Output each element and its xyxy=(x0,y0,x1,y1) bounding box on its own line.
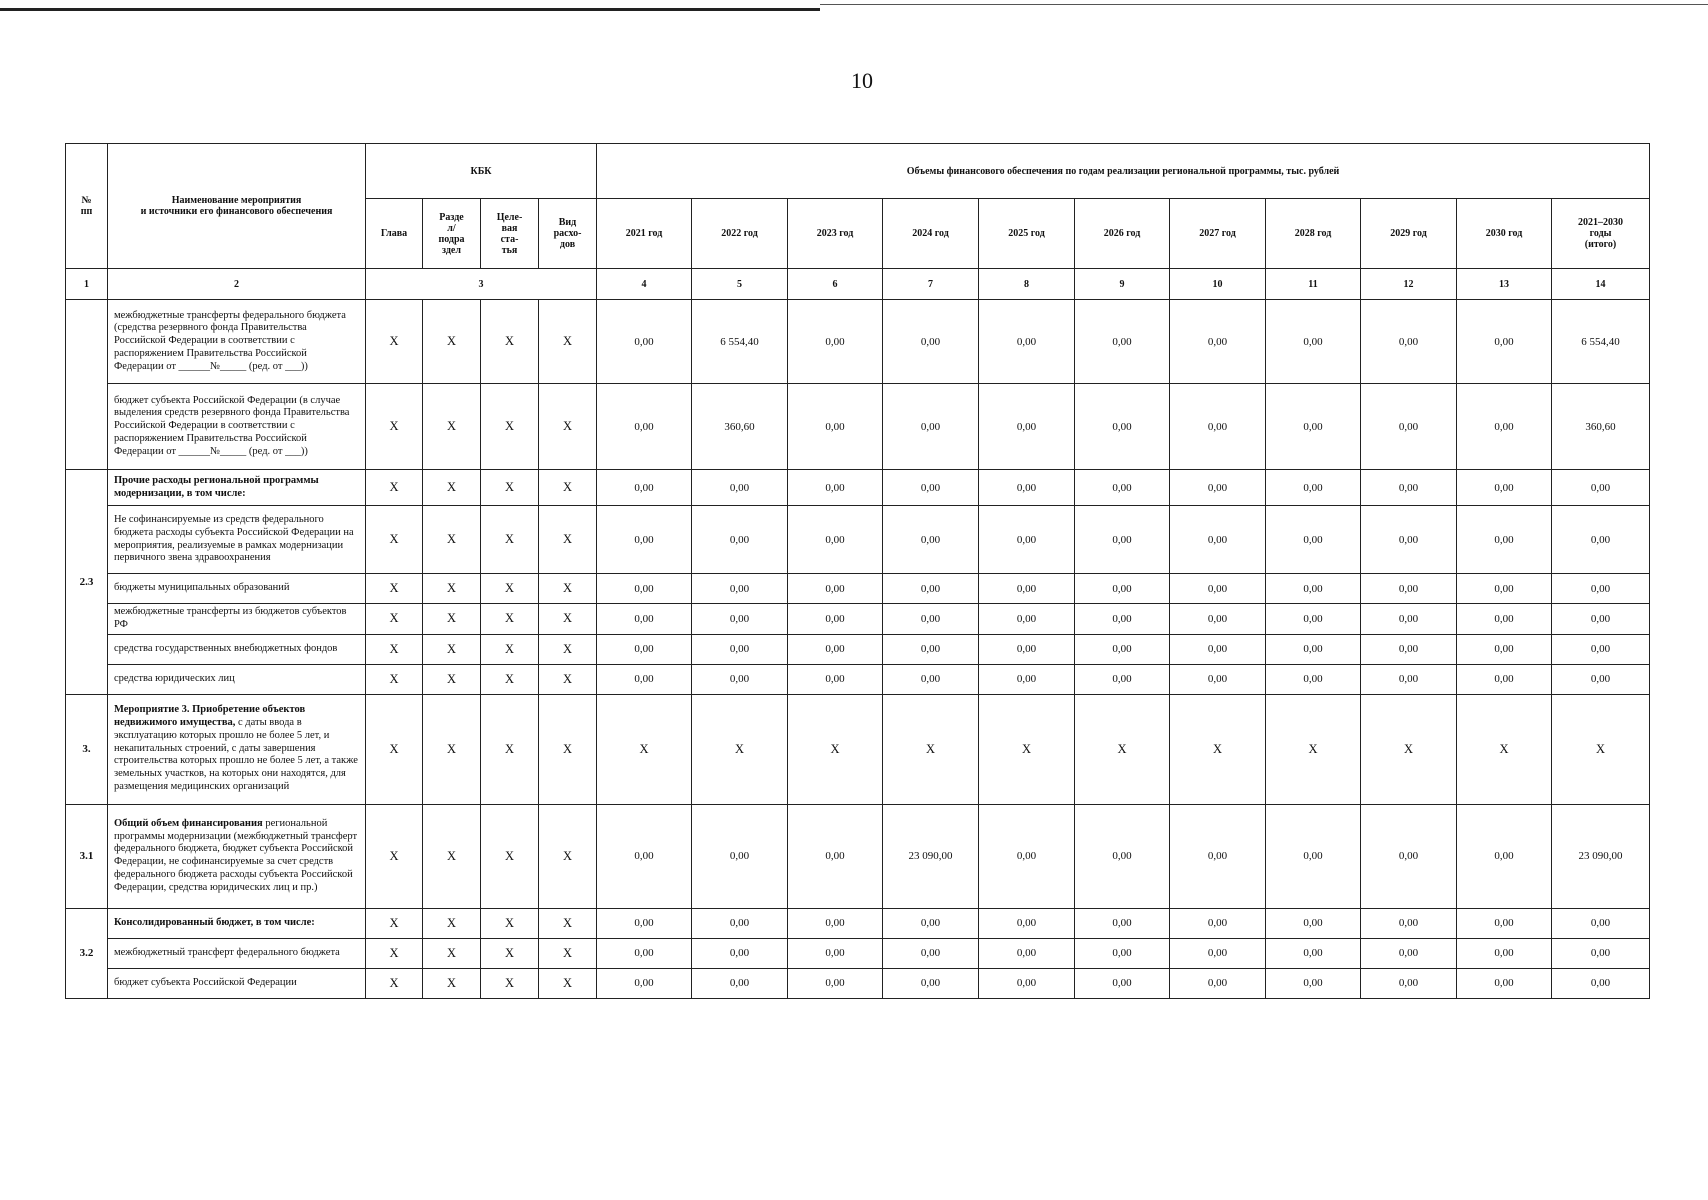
col-number: 2 xyxy=(108,269,366,300)
kbk-cell: X xyxy=(539,694,597,804)
kbk-cell: X xyxy=(481,908,539,938)
value-cell: 0,00 xyxy=(979,908,1075,938)
table-row xyxy=(66,634,1650,664)
value-cell: 0,00 xyxy=(1266,384,1361,470)
value-cell: 0,00 xyxy=(979,804,1075,908)
value-cell: 0,00 xyxy=(788,908,883,938)
value-cell: 0,00 xyxy=(1457,664,1552,694)
value-cell: 0,00 xyxy=(1170,604,1266,635)
value-cell: 0,00 xyxy=(788,384,883,470)
kbk-header: КБК xyxy=(366,144,597,199)
value-cell: X xyxy=(1075,694,1170,804)
kbk-cell: X xyxy=(423,506,481,574)
top-rule-thin xyxy=(820,4,1708,5)
kbk-col-header: Целе- вая ста- тья xyxy=(481,199,539,269)
row-name: межбюджетные трансферты федерального бюджета (средства резервного фонда Правительства Российской Федерации в соответствии с распоряжением Правительства Российской Федерации от ______№_____ (ред. от ___)) xyxy=(108,300,366,384)
kbk-cell: X xyxy=(366,604,423,635)
value-cell: 0,00 xyxy=(1457,804,1552,908)
value-cell: 0,00 xyxy=(692,664,788,694)
col-name-header: Наименование мероприятия и источники его финансового обеспечения xyxy=(108,144,366,269)
value-cell: 0,00 xyxy=(597,300,692,384)
value-cell: 0,00 xyxy=(979,968,1075,998)
kbk-cell: X xyxy=(481,804,539,908)
kbk-cell: X xyxy=(481,634,539,664)
value-cell: 0,00 xyxy=(1361,300,1457,384)
kbk-cell: X xyxy=(539,664,597,694)
value-cell: 0,00 xyxy=(597,470,692,506)
value-cell: 0,00 xyxy=(1170,634,1266,664)
value-cell: 0,00 xyxy=(1457,938,1552,968)
value-cell: 0,00 xyxy=(979,604,1075,635)
row-name-bold: Мероприятие 3. Приобретение объектов недвижимого имущества, xyxy=(114,704,306,729)
value-cell: 0,00 xyxy=(597,384,692,470)
value-cell: 0,00 xyxy=(1552,506,1650,574)
year-col-header: 2021 год xyxy=(597,199,692,269)
row-number: 3. xyxy=(66,694,108,804)
year-col-header: 2025 год xyxy=(979,199,1075,269)
value-cell: 0,00 xyxy=(1552,634,1650,664)
value-cell: 0,00 xyxy=(979,938,1075,968)
value-cell: 0,00 xyxy=(1457,506,1552,574)
value-cell: 0,00 xyxy=(1266,604,1361,635)
kbk-cell: X xyxy=(481,938,539,968)
kbk-cell: X xyxy=(366,506,423,574)
value-cell: 0,00 xyxy=(1170,804,1266,908)
kbk-cell: X xyxy=(481,300,539,384)
value-cell: 0,00 xyxy=(1457,634,1552,664)
value-cell: 0,00 xyxy=(597,574,692,604)
value-cell: 0,00 xyxy=(692,938,788,968)
value-cell: 0,00 xyxy=(1075,804,1170,908)
kbk-cell: X xyxy=(423,938,481,968)
value-cell: 0,00 xyxy=(788,574,883,604)
value-cell: 0,00 xyxy=(597,968,692,998)
kbk-cell: X xyxy=(481,506,539,574)
col-number: 1 xyxy=(66,269,108,300)
kbk-cell: X xyxy=(423,694,481,804)
value-cell: 23 090,00 xyxy=(883,804,979,908)
col-number: 12 xyxy=(1361,269,1457,300)
value-cell: 0,00 xyxy=(1361,908,1457,938)
value-cell: 0,00 xyxy=(1266,968,1361,998)
value-cell: 0,00 xyxy=(1266,908,1361,938)
value-cell: 0,00 xyxy=(1075,938,1170,968)
table-row xyxy=(66,574,1650,604)
kbk-cell: X xyxy=(481,694,539,804)
kbk-cell: X xyxy=(366,664,423,694)
value-cell: 0,00 xyxy=(1170,506,1266,574)
value-cell: 0,00 xyxy=(788,470,883,506)
kbk-cell: X xyxy=(539,634,597,664)
kbk-col-header: Разде л/ подра здел xyxy=(423,199,481,269)
value-cell: X xyxy=(1361,694,1457,804)
year-col-header: 2027 год xyxy=(1170,199,1266,269)
kbk-cell: X xyxy=(423,300,481,384)
value-cell: 0,00 xyxy=(1361,634,1457,664)
kbk-cell: X xyxy=(539,804,597,908)
year-col-header: 2022 год xyxy=(692,199,788,269)
value-cell: 0,00 xyxy=(883,968,979,998)
value-cell: X xyxy=(979,694,1075,804)
kbk-cell: X xyxy=(481,664,539,694)
value-cell: 0,00 xyxy=(883,384,979,470)
row-name: средства юридических лиц xyxy=(108,664,366,694)
kbk-cell: X xyxy=(539,300,597,384)
row-name: Консолидированный бюджет, в том числе: xyxy=(108,908,366,938)
row-name-rest: региональной программы модернизации (межбюджетный трансферт федерального бюджета, бюджет субъекта Российской Федерации, не софинансируемые за счет средств федерального бюджета расходы субъекта Российской Федерации, средства юридических лиц и пр.) xyxy=(114,817,358,893)
row-name: бюджеты муниципальных образований xyxy=(108,574,366,604)
value-cell: 0,00 xyxy=(597,604,692,635)
table-row xyxy=(66,968,1650,998)
value-cell: 0,00 xyxy=(1266,574,1361,604)
value-cell: X xyxy=(1266,694,1361,804)
row-number: 3.2 xyxy=(66,908,108,998)
row-number: 3.1 xyxy=(66,804,108,908)
value-cell: 0,00 xyxy=(1170,300,1266,384)
table-row xyxy=(66,908,1650,938)
value-cell: 0,00 xyxy=(788,938,883,968)
kbk-cell: X xyxy=(366,908,423,938)
value-cell: 0,00 xyxy=(692,574,788,604)
value-cell: 0,00 xyxy=(1457,574,1552,604)
value-cell: 0,00 xyxy=(1075,908,1170,938)
value-cell: 0,00 xyxy=(883,574,979,604)
value-cell: 0,00 xyxy=(597,664,692,694)
value-cell: 0,00 xyxy=(1170,968,1266,998)
value-cell: 0,00 xyxy=(1361,506,1457,574)
kbk-cell: X xyxy=(423,574,481,604)
value-cell: 0,00 xyxy=(1266,664,1361,694)
table-row xyxy=(66,506,1650,574)
value-cell: 0,00 xyxy=(1552,574,1650,604)
row-name: Прочие расходы региональной программы модернизации, в том числе: xyxy=(108,470,366,506)
value-cell: 0,00 xyxy=(1170,908,1266,938)
value-cell: 0,00 xyxy=(883,634,979,664)
value-cell: 0,00 xyxy=(1075,300,1170,384)
value-cell: 0,00 xyxy=(1075,470,1170,506)
kbk-cell: X xyxy=(539,574,597,604)
row-name: средства государственных внебюджетных фондов xyxy=(108,634,366,664)
value-cell: 0,00 xyxy=(1266,300,1361,384)
kbk-cell: X xyxy=(423,634,481,664)
value-cell: 0,00 xyxy=(1170,470,1266,506)
kbk-cell: X xyxy=(366,470,423,506)
col-number: 7 xyxy=(883,269,979,300)
value-cell: 0,00 xyxy=(597,908,692,938)
value-cell: 0,00 xyxy=(883,908,979,938)
value-cell: 0,00 xyxy=(692,804,788,908)
col-number: 8 xyxy=(979,269,1075,300)
value-cell: 0,00 xyxy=(883,664,979,694)
value-cell: 0,00 xyxy=(1457,470,1552,506)
funding-header: Объемы финансового обеспечения по годам реализации региональной программы, тыс. рублей xyxy=(597,144,1650,199)
value-cell: 0,00 xyxy=(1170,938,1266,968)
value-cell: 0,00 xyxy=(788,968,883,998)
value-cell: 0,00 xyxy=(1457,604,1552,635)
table-row xyxy=(66,470,1650,506)
row-name: бюджет субъекта Российской Федерации (в случае выделения средств резервного фонда Правительства Российской Федерации в соответствии с распоряжением Правительства Российской Федерации от ______№_____ (ред. от ___)) xyxy=(108,384,366,470)
value-cell: 0,00 xyxy=(883,938,979,968)
row-name: Не софинансируемые из средств федерального бюджета расходы субъекта Российской Федерации на мероприятия, реализуемые в рамках модернизации первичного звена здравоохранения xyxy=(108,506,366,574)
value-cell: 0,00 xyxy=(692,604,788,635)
row-name: бюджет субъекта Российской Федерации xyxy=(108,968,366,998)
year-col-header: 2023 год xyxy=(788,199,883,269)
kbk-cell: X xyxy=(366,938,423,968)
value-cell: X xyxy=(692,694,788,804)
value-cell: 0,00 xyxy=(597,938,692,968)
value-cell: 0,00 xyxy=(1170,574,1266,604)
col-number: 6 xyxy=(788,269,883,300)
col-number: 10 xyxy=(1170,269,1266,300)
value-cell: 0,00 xyxy=(1266,804,1361,908)
kbk-col-header: Вид расхо- дов xyxy=(539,199,597,269)
value-cell: 0,00 xyxy=(883,470,979,506)
col-number: 14 xyxy=(1552,269,1650,300)
value-cell: 0,00 xyxy=(692,470,788,506)
value-cell: 0,00 xyxy=(979,634,1075,664)
table-row xyxy=(66,804,1650,908)
value-cell: 360,60 xyxy=(692,384,788,470)
col-number: 5 xyxy=(692,269,788,300)
value-cell: 0,00 xyxy=(692,506,788,574)
kbk-cell: X xyxy=(423,968,481,998)
value-cell: 0,00 xyxy=(1266,506,1361,574)
kbk-cell: X xyxy=(423,804,481,908)
value-cell: 0,00 xyxy=(1075,384,1170,470)
value-cell: 0,00 xyxy=(788,804,883,908)
row-name-rest: с даты ввода в эксплуатацию которых прошло не более 5 лет, и некапитальных строений, с даты завершения строительства которых прошло не более 5 лет, а также земельных участков, на которых они находятся, для размещения медицинских организаций xyxy=(114,717,358,793)
value-cell: 0,00 xyxy=(597,634,692,664)
kbk-cell: X xyxy=(481,574,539,604)
kbk-cell: X xyxy=(539,968,597,998)
table-row xyxy=(66,694,1650,804)
value-cell: 0,00 xyxy=(1457,384,1552,470)
value-cell: 0,00 xyxy=(1457,908,1552,938)
year-col-header: 2028 год xyxy=(1266,199,1361,269)
kbk-cell: X xyxy=(366,634,423,664)
row-name xyxy=(108,804,366,908)
row-number: 2.3 xyxy=(66,470,108,695)
table-row xyxy=(66,664,1650,694)
value-cell: 0,00 xyxy=(1552,908,1650,938)
value-cell: 0,00 xyxy=(1552,938,1650,968)
value-cell: 0,00 xyxy=(979,506,1075,574)
col-number: 4 xyxy=(597,269,692,300)
kbk-cell: X xyxy=(481,604,539,635)
value-cell: 0,00 xyxy=(597,506,692,574)
value-cell: 0,00 xyxy=(1266,938,1361,968)
kbk-cell: X xyxy=(481,384,539,470)
value-cell: 0,00 xyxy=(1361,968,1457,998)
value-cell: 0,00 xyxy=(1361,574,1457,604)
kbk-cell: X xyxy=(539,908,597,938)
value-cell: 0,00 xyxy=(1552,470,1650,506)
value-cell: 0,00 xyxy=(597,804,692,908)
value-cell: 0,00 xyxy=(1361,384,1457,470)
value-cell: 0,00 xyxy=(1361,938,1457,968)
value-cell: 0,00 xyxy=(1552,604,1650,635)
value-cell: 0,00 xyxy=(883,604,979,635)
row-name xyxy=(108,694,366,804)
value-cell: 0,00 xyxy=(883,506,979,574)
value-cell: X xyxy=(883,694,979,804)
value-cell: 0,00 xyxy=(1075,664,1170,694)
table-row xyxy=(66,300,1650,384)
value-cell: X xyxy=(597,694,692,804)
value-cell: 0,00 xyxy=(1170,384,1266,470)
value-cell: 0,00 xyxy=(1075,574,1170,604)
year-col-header: 2029 год xyxy=(1361,199,1457,269)
value-cell: 0,00 xyxy=(979,574,1075,604)
col-number: 13 xyxy=(1457,269,1552,300)
kbk-cell: X xyxy=(539,938,597,968)
kbk-cell: X xyxy=(423,604,481,635)
kbk-cell: X xyxy=(423,664,481,694)
value-cell: 0,00 xyxy=(788,664,883,694)
col-num-header: № пп xyxy=(66,144,108,269)
kbk-cell: X xyxy=(481,470,539,506)
row-number xyxy=(66,300,108,470)
value-cell: 0,00 xyxy=(1075,604,1170,635)
col-number: 3 xyxy=(366,269,597,300)
kbk-cell: X xyxy=(539,384,597,470)
value-cell: 23 090,00 xyxy=(1552,804,1650,908)
kbk-cell: X xyxy=(539,506,597,574)
value-cell: 0,00 xyxy=(692,634,788,664)
value-cell: 0,00 xyxy=(1361,604,1457,635)
value-cell: 0,00 xyxy=(1361,470,1457,506)
year-col-header: 2030 год xyxy=(1457,199,1552,269)
value-cell: 0,00 xyxy=(1075,506,1170,574)
value-cell: 0,00 xyxy=(1457,968,1552,998)
kbk-cell: X xyxy=(366,804,423,908)
kbk-cell: X xyxy=(423,908,481,938)
table-row xyxy=(66,938,1650,968)
kbk-cell: X xyxy=(539,604,597,635)
value-cell: X xyxy=(1170,694,1266,804)
value-cell: 0,00 xyxy=(979,300,1075,384)
value-cell: X xyxy=(788,694,883,804)
value-cell: 0,00 xyxy=(1266,470,1361,506)
value-cell: 0,00 xyxy=(979,470,1075,506)
value-cell: 6 554,40 xyxy=(692,300,788,384)
page-number: 10 xyxy=(851,68,873,93)
table-row xyxy=(66,604,1650,635)
value-cell: 0,00 xyxy=(1266,634,1361,664)
col-number: 11 xyxy=(1266,269,1361,300)
value-cell: 0,00 xyxy=(788,506,883,574)
kbk-cell: X xyxy=(539,470,597,506)
value-cell: 0,00 xyxy=(1552,968,1650,998)
kbk-cell: X xyxy=(423,470,481,506)
value-cell: 0,00 xyxy=(979,664,1075,694)
kbk-cell: X xyxy=(366,574,423,604)
value-cell: 6 554,40 xyxy=(1552,300,1650,384)
value-cell: 0,00 xyxy=(1075,968,1170,998)
kbk-cell: X xyxy=(481,968,539,998)
row-name: межбюджетный трансферт федерального бюджета xyxy=(108,938,366,968)
kbk-cell: X xyxy=(366,384,423,470)
row-name: межбюджетные трансферты из бюджетов субъектов РФ xyxy=(108,604,366,635)
value-cell: 0,00 xyxy=(692,968,788,998)
value-cell: 0,00 xyxy=(1361,804,1457,908)
value-cell: X xyxy=(1552,694,1650,804)
value-cell: 0,00 xyxy=(788,300,883,384)
value-cell: 0,00 xyxy=(788,634,883,664)
value-cell: 0,00 xyxy=(979,384,1075,470)
table-row xyxy=(66,384,1650,470)
value-cell: X xyxy=(1457,694,1552,804)
kbk-cell: X xyxy=(366,300,423,384)
year-col-header: 2021–2030 годы (итого) xyxy=(1552,199,1650,269)
value-cell: 0,00 xyxy=(1170,664,1266,694)
value-cell: 0,00 xyxy=(692,908,788,938)
financing-table xyxy=(65,143,1650,999)
kbk-cell: X xyxy=(366,694,423,804)
value-cell: 0,00 xyxy=(1457,300,1552,384)
kbk-cell: X xyxy=(423,384,481,470)
value-cell: 0,00 xyxy=(883,300,979,384)
year-col-header: 2024 год xyxy=(883,199,979,269)
value-cell: 360,60 xyxy=(1552,384,1650,470)
kbk-cell: X xyxy=(366,968,423,998)
value-cell: 0,00 xyxy=(1552,664,1650,694)
top-rule xyxy=(0,8,820,11)
value-cell: 0,00 xyxy=(1361,664,1457,694)
col-number: 9 xyxy=(1075,269,1170,300)
year-col-header: 2026 год xyxy=(1075,199,1170,269)
row-name-bold: Общий объем финансирования xyxy=(114,817,263,829)
value-cell: 0,00 xyxy=(1075,634,1170,664)
kbk-col-header: Глава xyxy=(366,199,423,269)
value-cell: 0,00 xyxy=(788,604,883,635)
